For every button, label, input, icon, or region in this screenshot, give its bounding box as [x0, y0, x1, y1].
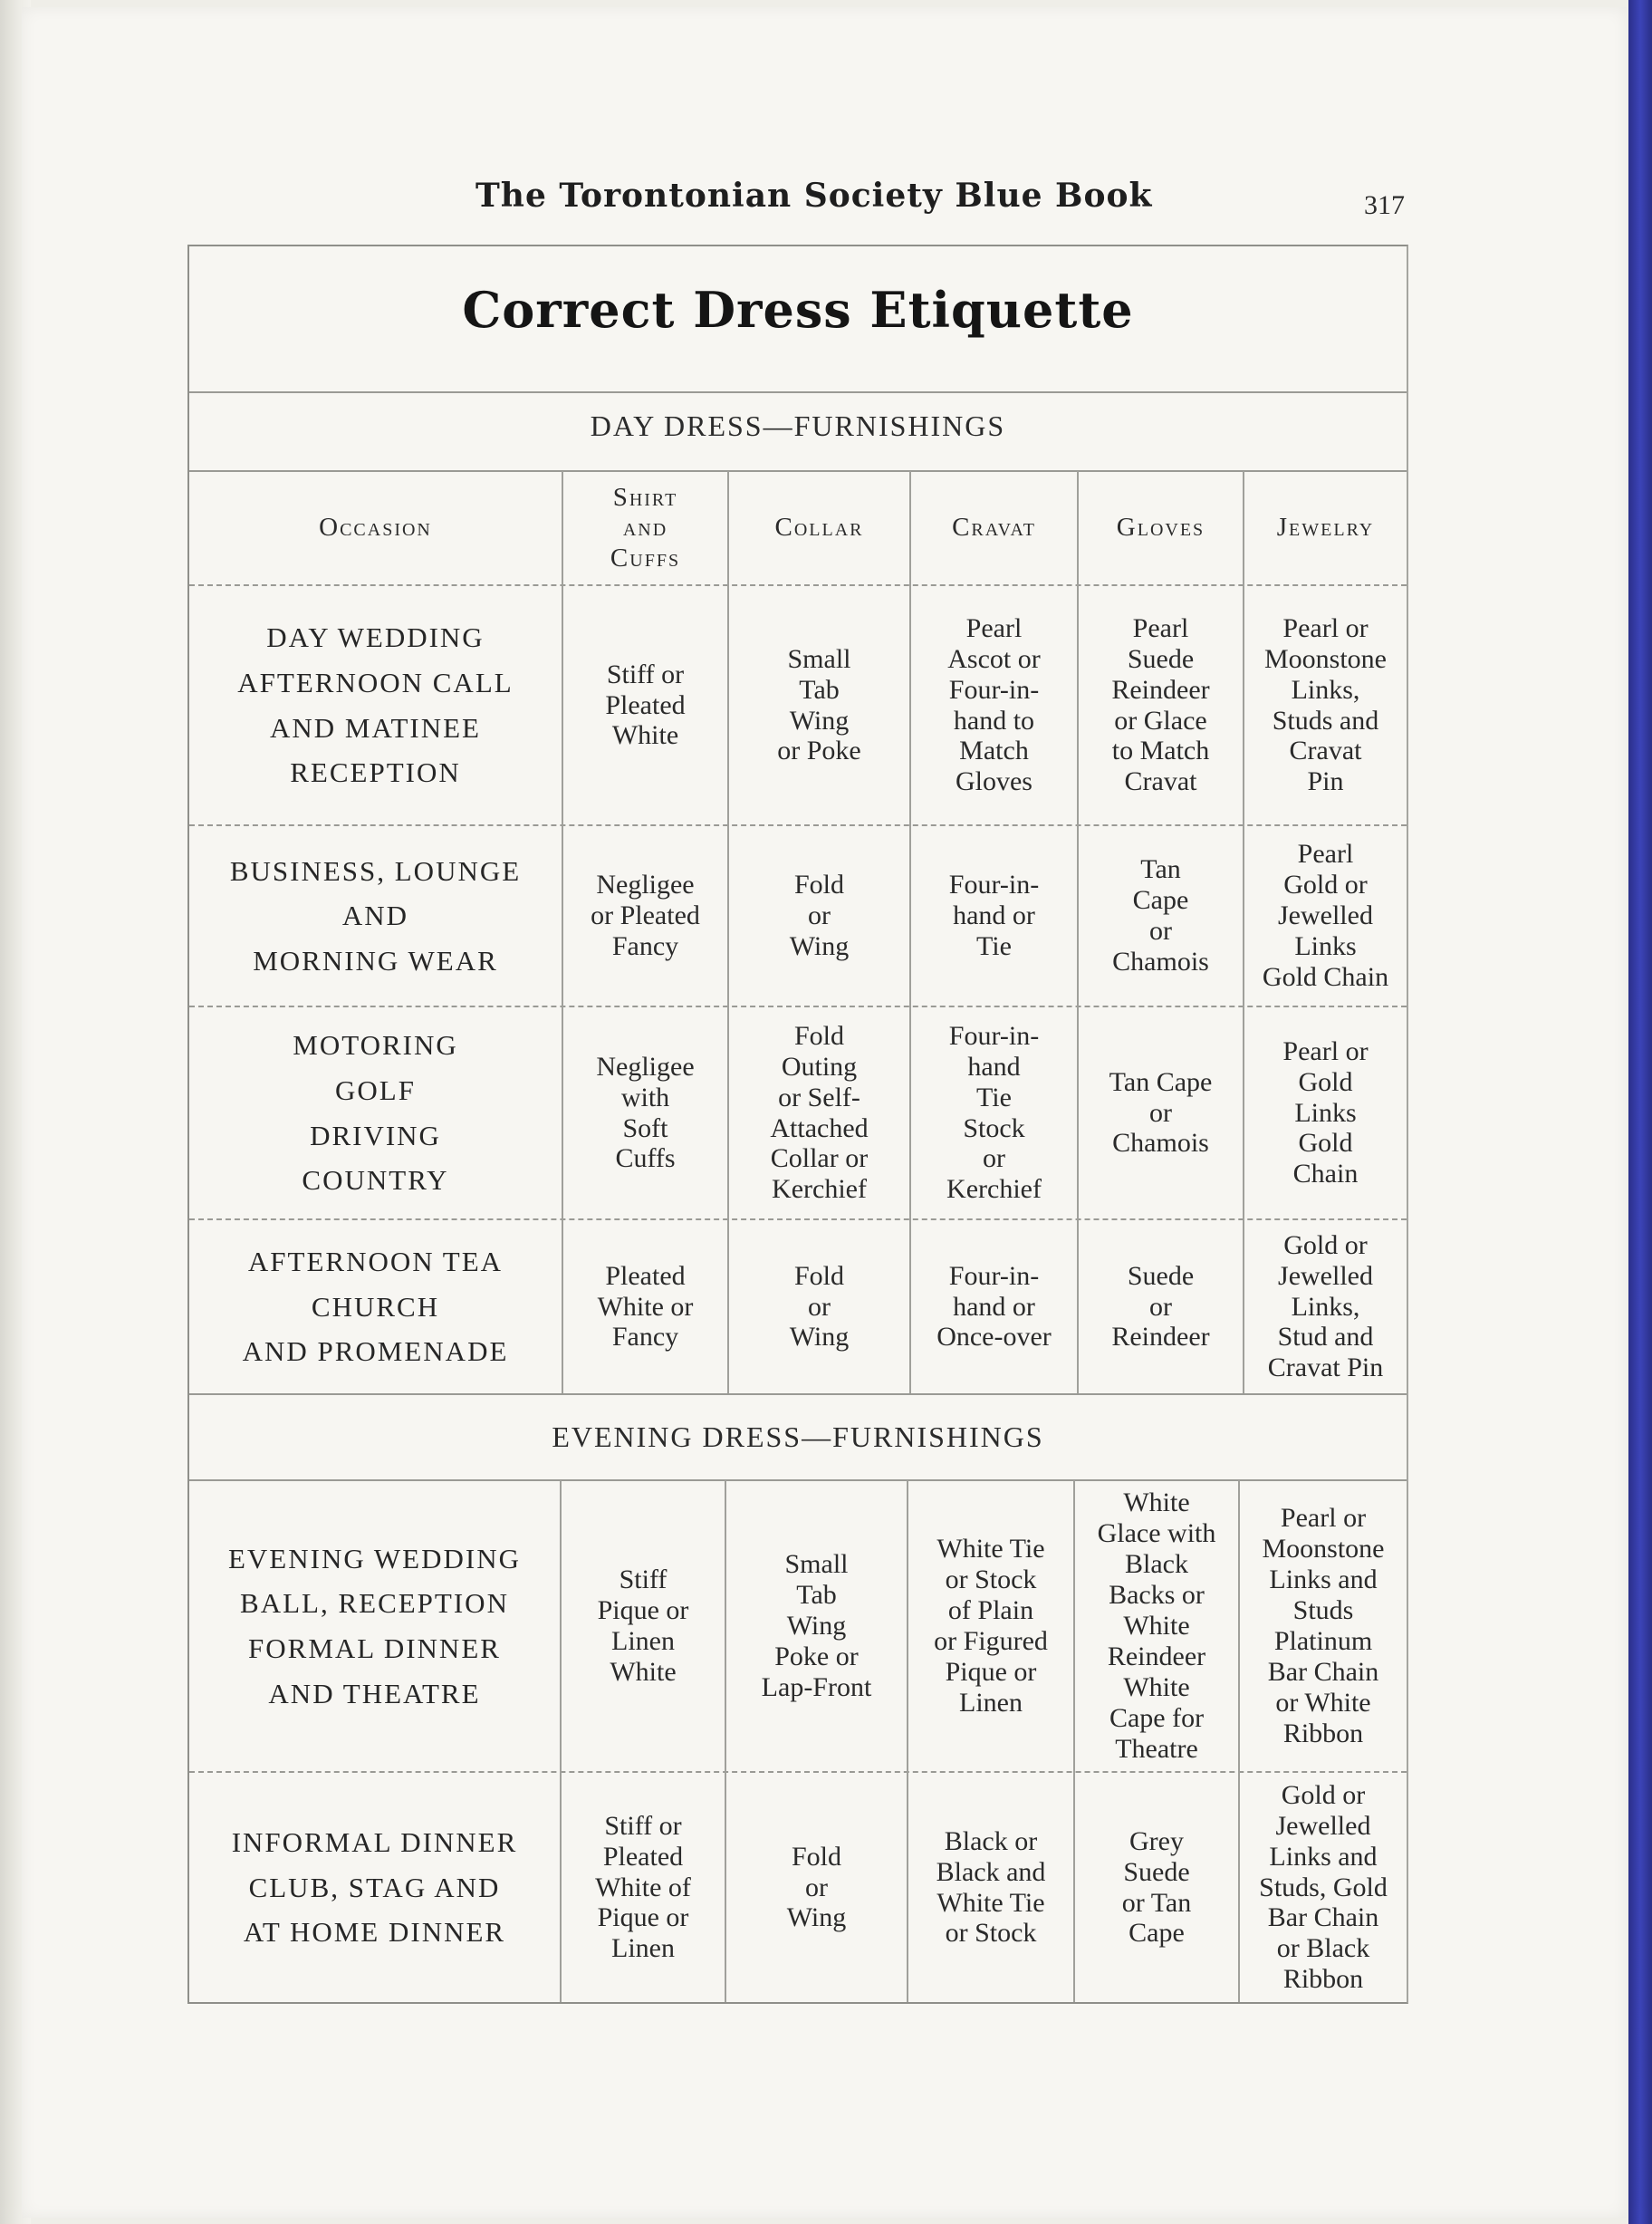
gloves-cell: Tan Cape or Chamois [1112, 854, 1209, 977]
occasion-cell: INFORMAL DINNER CLUB, STAG AND AT HOME DINNER [231, 1826, 518, 1949]
title-divider [189, 391, 1407, 393]
gloves-cell: Suede or Reindeer [1111, 1260, 1210, 1353]
shirt-cell: Negligee with Soft Cuffs [596, 1051, 695, 1174]
occasion-cell: AFTERNOON TEA CHURCH AND PROMENADE [242, 1246, 509, 1368]
shirt-cell: Stiff or Pleated White [605, 659, 686, 751]
collar-cell: Fold Outing or Self- Attached Collar or Kerchief [770, 1020, 869, 1205]
collar-cell: Fold or Wing [789, 870, 850, 961]
evening-section-title: EVENING DRESS—FURNISHINGS [552, 1420, 1044, 1453]
occasion-cell: DAY WEDDING AFTERNOON CALL AND MATINEE RECEPTION [237, 621, 514, 789]
column-header-cravat: Cravat [952, 513, 1036, 543]
book-cover-edge [1628, 0, 1652, 2224]
shirt-cell: Negligee or Pleated Fancy [591, 870, 700, 961]
cravat-cell: Four-in- hand or Once-over [936, 1260, 1052, 1353]
shirt-cell: Stiff Pique or Linen White [597, 1565, 689, 1687]
jewelry-cell: Gold or Jewelled Links and Studs, Gold Bar Chain or Black Ribbon [1259, 1779, 1388, 1995]
running-title: The Torontonian Society Blue Book [475, 177, 1153, 215]
column-header-jewelry: Jewelry [1276, 513, 1375, 543]
column-header-occasion: Occasion [319, 513, 432, 543]
cravat-cell: Four-in- hand or Tie [948, 870, 1040, 961]
collar-cell: Small Tab Wing or Poke [777, 643, 861, 766]
column-header-shirt-and-cuffs: Shirt and Cuffs [610, 482, 681, 573]
occasion-cell: MOTORING GOLF DRIVING COUNTRY [293, 1029, 458, 1197]
collar-cell: Small Tab Wing Poke or Lap-Front [761, 1549, 872, 1702]
jewelry-cell: Gold or Jewelled Links, Stud and Cravat Pin [1267, 1229, 1384, 1383]
day-section-title: DAY DRESS—FURNISHINGS [590, 409, 1006, 442]
cravat-cell: Pearl Ascot or Four-in- hand to Match Gloves [947, 612, 1041, 797]
gloves-cell: Pearl Suede Reindeer or Glace to Match Cravat [1111, 612, 1210, 797]
jewelry-cell: Pearl or Moonstone Links and Studs Platinum Bar Chain or White Ribbon [1262, 1503, 1385, 1748]
jewelry-cell: Pearl or Gold Links Gold Chain [1282, 1035, 1369, 1189]
gloves-cell: Tan Cape or Chamois [1109, 1066, 1213, 1159]
collar-cell: Fold or Wing [786, 1841, 847, 1933]
cravat-cell: Black or Black and White Tie or Stock [936, 1825, 1046, 1949]
column-header-collar: Collar [774, 513, 864, 543]
collar-cell: Fold or Wing [789, 1260, 850, 1353]
shirt-cell: Stiff or Pleated White of Pique or Linen [595, 1810, 691, 1964]
gloves-cell: Grey Suede or Tan Cape [1121, 1825, 1192, 1949]
occasion-cell: EVENING WEDDING BALL, RECEPTION FORMAL DINNER AND THEATRE [227, 1542, 521, 1709]
gloves-cell: White Glace with Black Backs or White Reindeer White Cape for Theatre [1097, 1487, 1216, 1764]
day-section-end-divider [189, 1393, 1407, 1395]
cravat-cell: Four-in- hand Tie Stock or Kerchief [946, 1020, 1042, 1205]
jewelry-cell: Pearl or Moonstone Links, Studs and Cravat Pin [1264, 612, 1387, 797]
jewelry-cell: Pearl Gold or Jewelled Links Gold Chain [1262, 839, 1389, 992]
page-number: 317 [1364, 190, 1405, 220]
column-header-gloves: Gloves [1116, 513, 1205, 543]
table-title: Correct Dress Etiquette [462, 281, 1134, 339]
occasion-cell: BUSINESS, LOUNGE AND MORNING WEAR [229, 854, 522, 977]
cravat-cell: White Tie or Stock of Plain or Figured Pique or Linen [934, 1534, 1048, 1718]
shirt-cell: Pleated White or Fancy [597, 1260, 694, 1353]
